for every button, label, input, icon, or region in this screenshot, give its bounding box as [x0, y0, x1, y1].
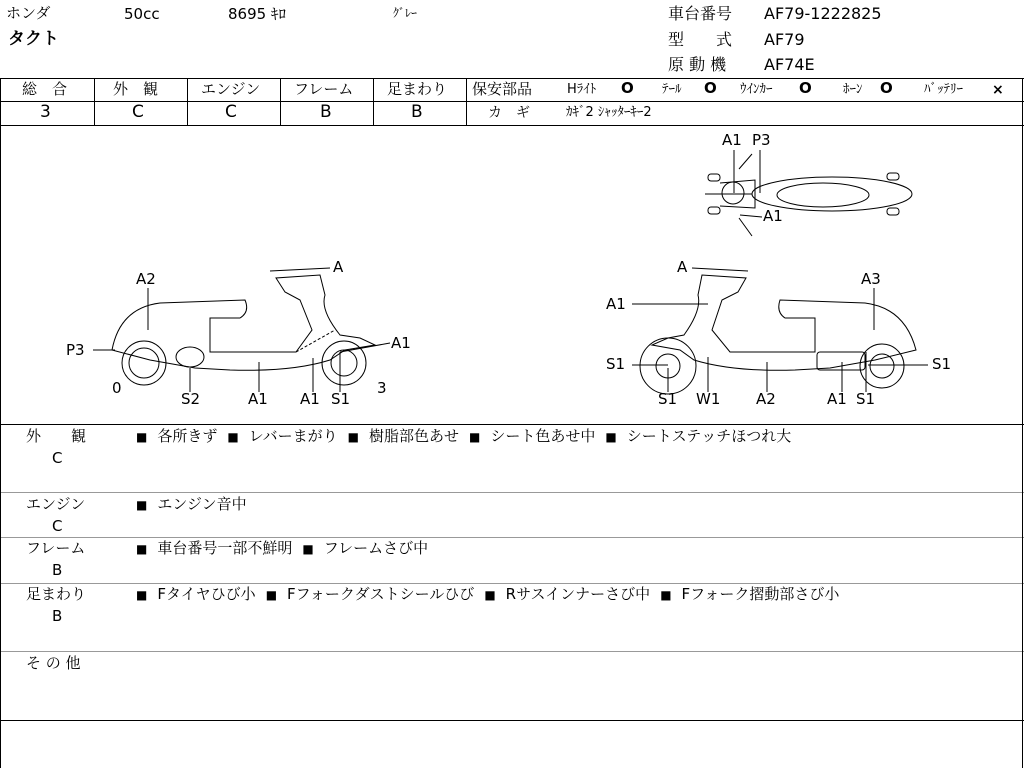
damage-label: A3 — [861, 270, 881, 288]
damage-label: A1 — [763, 207, 783, 225]
section-title: 外 観 — [26, 427, 87, 445]
bullet-icon: ■ — [227, 430, 239, 444]
remark-item: レバーまがり — [248, 427, 338, 445]
grade-frame-label: フレーム — [294, 80, 354, 98]
bullet-icon: ■ — [660, 588, 672, 602]
frame-no-label: 車台番号 — [668, 4, 733, 23]
section-title: 足まわり — [26, 585, 87, 603]
grade-suspension: B — [411, 102, 423, 122]
engine-model: AF74E — [764, 55, 815, 74]
damage-label: A — [677, 258, 688, 276]
section-title: そ の 他 — [26, 654, 81, 672]
section-items — [136, 429, 791, 444]
remark-item: Rサスインナーさび中 — [505, 585, 651, 603]
bullet-icon: ■ — [302, 542, 314, 556]
mileage: 8695 ｷﾛ — [228, 5, 286, 23]
safety-item-mark: O — [799, 79, 812, 97]
leader-lines — [93, 150, 928, 392]
safety-label: 保安部品 — [472, 80, 533, 98]
damage-label: A1 — [300, 390, 320, 408]
key-label: カ ギ — [488, 105, 530, 121]
damage-label: A1 — [827, 390, 847, 408]
damage-label: A2 — [756, 390, 776, 408]
safety-item-mark: × — [992, 82, 1004, 98]
maker: ホンダ — [6, 4, 51, 22]
safety-item-name: ﾃｰﾙ — [662, 82, 682, 97]
damage-label: S1 — [331, 390, 351, 408]
remark-item: シート色あせ中 — [490, 427, 596, 445]
damage-label: S1 — [932, 355, 952, 373]
remark-item: Fフォークダストシールひび — [287, 585, 475, 603]
grade-overall: 3 — [40, 102, 51, 122]
bullet-icon: ■ — [136, 542, 148, 556]
section-grade: B — [52, 607, 63, 625]
damage-label: A — [333, 258, 344, 276]
bullet-icon: ■ — [136, 588, 148, 602]
damage-label: S1 — [658, 390, 678, 408]
section-grade: C — [52, 517, 63, 535]
scooter-top-view — [705, 154, 912, 236]
damage-label: W1 — [696, 390, 721, 408]
damage-label: P3 — [752, 131, 771, 149]
safety-item-name: ｳｲﾝｶｰ — [740, 82, 773, 97]
model-name: タクト — [8, 29, 59, 49]
section-title: フレーム — [26, 539, 86, 557]
damage-label: A2 — [136, 270, 156, 288]
remark-item: 樹脂部色あせ — [369, 427, 460, 445]
type-label: 型 式 — [668, 30, 733, 49]
damage-label: S1 — [606, 355, 626, 373]
damage-label: A1 — [391, 334, 411, 352]
section-items — [136, 541, 428, 556]
remark-item: シートステッチほつれ大 — [626, 427, 792, 445]
bullet-icon: ■ — [469, 430, 481, 444]
damage-label: S2 — [181, 390, 201, 408]
grade-exterior: C — [132, 102, 144, 122]
safety-item-mark: O — [880, 79, 893, 97]
section-grade: B — [52, 561, 63, 579]
bullet-icon: ■ — [605, 430, 617, 444]
scooter-left-view — [112, 275, 375, 385]
damage-label: A1 — [248, 390, 268, 408]
safety-item-mark: O — [621, 79, 634, 97]
bullet-icon: ■ — [484, 588, 496, 602]
safety-item-name: ﾎｰﾝ — [843, 82, 863, 97]
grade-suspension-label: 足まわり — [387, 80, 448, 98]
bullet-icon: ■ — [347, 430, 359, 444]
damage-label: 0 — [112, 379, 122, 397]
damage-label: A1 — [722, 131, 742, 149]
safety-item-mark: O — [704, 79, 717, 97]
grade-engine-label: エンジン — [201, 80, 261, 98]
remark-item: フレームさび中 — [323, 539, 429, 557]
section-grade: C — [52, 449, 63, 467]
section-title: エンジン — [26, 495, 86, 513]
type-value: AF79 — [764, 30, 805, 49]
grade-frame: B — [320, 102, 332, 122]
grade-overall-label: 総 合 — [22, 80, 68, 98]
grade-exterior-label: 外 観 — [113, 80, 159, 98]
bullet-icon: ■ — [136, 498, 148, 512]
bullet-icon: ■ — [136, 430, 148, 444]
remark-item: Fタイヤひび小 — [157, 585, 256, 603]
color: ｸﾞﾚｰ — [393, 6, 418, 20]
engine-model-label: 原 動 機 — [668, 55, 727, 74]
section-items — [136, 587, 839, 602]
grade-engine: C — [225, 102, 237, 122]
safety-item-name: Hﾗｲﾄ — [567, 82, 597, 97]
remark-item: Fフォーク摺動部さび小 — [681, 585, 840, 603]
key-value: ｶｷﾞ2 ｼｬｯﾀｰｷｰ2 — [566, 105, 652, 120]
damage-label: S1 — [856, 390, 876, 408]
frame-no: AF79-1222825 — [764, 4, 882, 23]
section-items — [136, 497, 247, 512]
damage-label: P3 — [66, 341, 85, 359]
damage-label: A1 — [606, 295, 626, 313]
safety-item-name: ﾊﾞｯﾃﾘｰ — [924, 82, 963, 97]
scooter-right-view — [640, 275, 916, 394]
damage-label: 3 — [377, 379, 387, 397]
remark-item: 各所きず — [157, 427, 218, 445]
bullet-icon: ■ — [265, 588, 278, 602]
remark-item: 車台番号一部不鮮明 — [157, 539, 293, 557]
displacement: 50cc — [124, 5, 160, 23]
remark-item: エンジン音中 — [157, 495, 247, 513]
